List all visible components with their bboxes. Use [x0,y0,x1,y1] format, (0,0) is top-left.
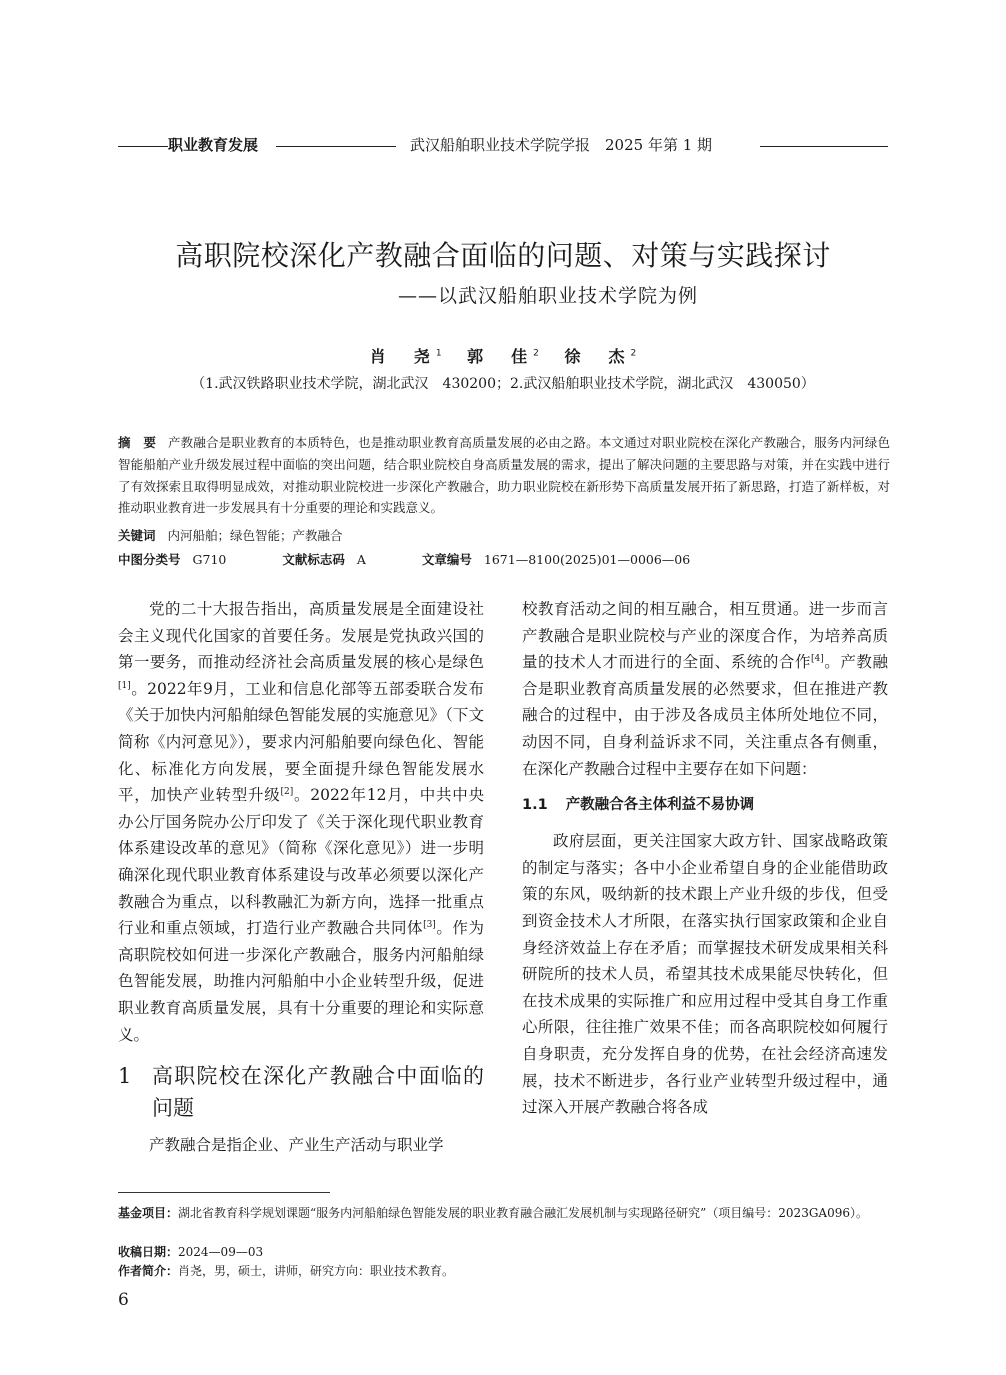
fund-label: 基金项目： [118,1206,179,1220]
abstract-text: 产教融合是职业教育的本质特色，也是推动职业教育高质量发展的必由之路。本文通过对职业院校在深化产教融合，服务内河绿色智能船舶产业升级发展过程中面临的突出问题，结合职业院校自身高质量发展的需求，提出了解决问题的主要思路与对策，并在实践中进行了有效探索且取得明显成效，对推动职业院校进一步深化产教融合，助力职业院校在新形势下高质量发展开拓了新思路，打造了新样板，对推动职业教育进一步发展具有十分重要的理论和实践意义。 [118,435,890,516]
page-number: 6 [118,1290,129,1310]
header-rule-middle [276,146,396,147]
paragraph: 校教育活动之间的相互融合，相互贯通。进一步而言产教融合是职业院校与产业的深度合作，为培养高质量的技术人才而进行的全面、系统的合作[4]。产教融合是职业教育高质量发展的必然要求，但在推进产教融合的过程中，由于涉及各成员主体所处地位不同，动因不同，自身利益诉求不同，关注重点各有侧重，在深化产教融合过程中主要存在如下问题： [522,600,888,778]
paragraph: 党的二十大报告指出，高质量发展是全面建设社会主义现代化国家的首要任务。发展是党执政兴国的第一要务，而推动经济社会高质量发展的核心是绿色[1]。2022年9月，工业和信息化部等五部委联合发布《关于加快内河船舶绿色智能发展的实施意见》（下文简称《内河意见》），要求内河船舶要向绿色化、智能化、标准化方向发展，要全面提升绿色智能发展水平，加快产业转型升级[2]。2022年12月，中共中央办公厅国务院办公厅印发了《关于深化现代职业教育体系建设改革的意见》（简称《深化意见》）进一步明确深化现代职业教育体系建设与改革必须要以深化产教融合为重点，以科教融汇为新方向，选择一批重点行业和重点领域，打造行业产教融合共同体[3]。作为高职院校如何进一步深化产教融合，服务内河船舶绿色智能发展，助推内河船舶中小企业转型升级，促进职业教育高质量发展，具有十分重要的理论和实际意义。 [118,600,484,1044]
abstract [118,432,890,519]
affiliation: （1.武汉铁路职业技术学院，湖北武汉 430200；2.武汉船舶职业技术学院，湖北武汉 430050） [191,376,815,392]
abstract-label: 摘 要 [118,435,157,450]
keywords [118,525,343,547]
author-bio [118,1262,890,1280]
received-text: 2024—09—03 [178,1245,264,1259]
clc-value: G710 [192,552,227,567]
author: 肖 尧$^1$ [369,347,442,367]
header-section: 职业教育发展 [168,136,259,154]
footnote-rule [118,1192,330,1193]
author-bio-label: 作者简介： [118,1264,179,1278]
section-title: 高职院校在深化产教融合中面临的问题 [152,1064,484,1121]
author: 郭 佳$^2$ [467,347,539,367]
received-label: 收稿日期： [118,1245,179,1259]
citation: [2] [280,787,294,797]
paragraph: 产教融合是指企业、产业生产活动与职业学 [149,1136,444,1155]
citation: [1] [118,680,131,691]
article-title: 高职院校深化产教融合面临的问题、对策与实践探讨 [175,239,831,272]
section-heading [118,1060,484,1124]
citation: [4] [811,654,824,665]
citation: [3] [423,919,436,930]
keywords-label: 关键词 [118,528,156,543]
header-rule-left [118,146,168,147]
header-journal: 武汉船舶职业技术学院学报 2025 年第 1 期 [410,136,713,154]
author-list [0,342,1006,369]
fund-text: 湖北省教育科学规划课题“服务内河船舶绿色智能发展的职业教育融合融汇发展机制与实现路径研究”（项目编号：2023GA096）。 [178,1206,868,1220]
subsection-heading [522,792,888,818]
article-number-value: 1671—8100(2025)01—0006—06 [483,552,691,567]
article-number-label: 文章编号 [421,552,472,567]
classification-line [118,549,690,571]
keywords-text: 内河船舶；绿色智能；产教融合 [167,528,343,543]
body-column-left [118,596,484,1159]
paragraph: 政府层面，更关注国家大政方针、国家战略政策的制定与落实；各中小企业希望自身的企业能借助政策的东风，吸纳新的技术跟上产业升级的步伐，但受到资金技术人才所限，在落实执行国家政策和企业自身经济效益上存在矛盾；而掌握技术研发成果相关科研院所的技术人员，希望其技术成果能尽快转化，但在技术成果的实际推广和应用过程中受其自身工作重心所限，往往推广效果不佳；而各高职院校如何履行自身职责，充分发挥自身的优势，在社会经济高速发展，技术不断进步，各行业产业转型升级过程中，通过深入开展产教融合将各成 [522,832,888,1117]
author-bio-text: 肖尧，男，硕士，讲师，研究方向：职业技术教育。 [178,1264,455,1278]
doc-code-label: 文献标志码 [282,552,345,567]
clc-label: 中图分类号 [118,552,181,567]
section-number: 1 [118,1064,132,1089]
fund-note [118,1204,890,1222]
received-date [118,1243,890,1261]
doc-code-value: A [356,552,366,567]
subsection-title: 产教融合各主体利益不易协调 [565,797,755,814]
author: 徐 杰$^2$ [564,347,637,367]
header-rule-right [760,146,888,147]
subsection-number: 1.1 [522,797,548,814]
article-subtitle: ——以武汉船舶职业技术学院为例 [397,285,698,307]
body-column-right [522,596,888,1121]
